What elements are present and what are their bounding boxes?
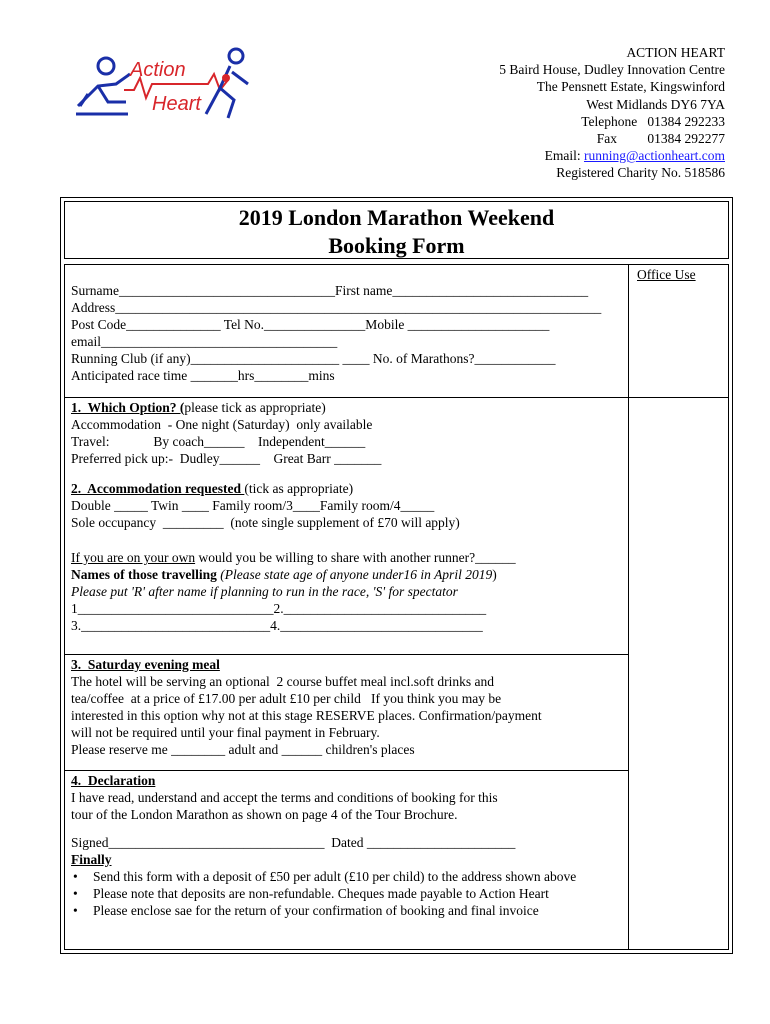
- final-instructions-list: [71, 868, 613, 920]
- org-charity-number: Registered Charity No. 518586: [556, 165, 725, 181]
- logo-word-heart: Heart: [152, 93, 201, 115]
- form-body: [64, 264, 629, 950]
- meal-text-2: tea/coffee at a price of £17.00 per adult £10 per child If you think you may be: [71, 691, 502, 706]
- section-accommodation-heading: 2. Accommodation requested (tick as appropriate): [71, 481, 354, 496]
- list-item: • Send this form with a deposit of £50 per adult (£10 per child) to the address shown above: [73, 869, 577, 884]
- section-meal-heading: 3. Saturday evening meal: [71, 657, 220, 672]
- office-use-column: [628, 264, 729, 950]
- running-club-field[interactable]: Running Club (if any)______________________ ____ No. of Marathons?____________: [71, 351, 556, 366]
- section-declaration: [65, 770, 628, 919]
- postcode-tel-mobile-field[interactable]: Post Code______________ Tel No._______________Mobile _____________________: [71, 317, 550, 332]
- sole-occupancy-option[interactable]: Sole occupancy _________ (note single supplement of £70 will apply): [71, 515, 460, 530]
- email-link[interactable]: running@actionheart.com: [583, 148, 725, 164]
- org-email-line: [499, 147, 725, 164]
- share-runner-question[interactable]: If you are on your own would you be willing to share with another runner?______: [71, 550, 516, 565]
- email-label: Email:: [544, 148, 584, 164]
- form-title-line2: Booking Form: [328, 233, 465, 258]
- travel-options[interactable]: Travel: By coach______ Independent______: [71, 434, 366, 449]
- org-name: ACTION HEART: [626, 45, 725, 60]
- finally-heading: Finally: [71, 852, 112, 867]
- org-address-line3: West Midlands DY6 7YA: [586, 96, 725, 112]
- meal-text-4: will not be required until your final payment in February.: [71, 725, 380, 740]
- org-fax: Fax 01384 292277: [596, 131, 725, 147]
- email-field[interactable]: email___________________________________: [71, 334, 338, 349]
- meal-text-3: interested in this option why not at this stage RESERVE places. Confirmation/payment: [71, 708, 542, 723]
- org-address-line1: 5 Baird House, Dudley Innovation Centre: [499, 62, 725, 78]
- declaration-text-1: I have read, understand and accept the terms and conditions of booking for this: [71, 790, 498, 805]
- bullet-icon: •: [73, 903, 78, 919]
- bullet-icon: •: [73, 869, 78, 884]
- accommodation-note: Accommodation - One night (Saturday) only available: [71, 417, 373, 432]
- surname-first-name-field[interactable]: Surname________________________________First name_____________________________: [71, 283, 589, 298]
- traveller-names-3-4[interactable]: 3.____________________________4.______________________________: [71, 618, 483, 633]
- section-option-heading: 1. Which Option? (please tick as appropriate): [71, 400, 326, 415]
- office-use-label: Office Use: [637, 267, 696, 282]
- action-heart-logo: [68, 44, 258, 124]
- traveller-names-1-2[interactable]: 1_____________________________2.______________________________: [71, 601, 487, 616]
- signed-dated-field[interactable]: Signed________________________________ Dated ______________________: [71, 835, 516, 850]
- org-address-block: [499, 44, 725, 182]
- address-field[interactable]: Address________________________________________________________________________: [71, 300, 602, 315]
- logo-word-action: Action: [130, 59, 186, 81]
- form-title-line1: 2019 London Marathon Weekend: [238, 205, 555, 230]
- office-use-divider: [629, 397, 728, 398]
- list-item: • Please enclose sae for the return of your confirmation of booking and final invoice: [73, 903, 539, 919]
- meal-text-1: The hotel will be serving an optional 2 course buffet meal incl.soft drinks and: [71, 674, 495, 689]
- form-title: [64, 201, 729, 259]
- org-address-line2: The Pensnett Estate, Kingswinford: [536, 79, 725, 95]
- bullet-icon: •: [73, 886, 78, 902]
- section-option: [65, 397, 628, 466]
- list-item: • Please note that deposits are non-refundable. Cheques made payable to Action Heart: [73, 886, 549, 902]
- section-meal: [65, 654, 628, 757]
- pickup-options[interactable]: Preferred pick up:- Dudley______ Great Barr _______: [71, 451, 382, 466]
- org-telephone: Telephone 01384 292233: [581, 113, 725, 129]
- race-time-field[interactable]: Anticipated race time _______hrs________mins: [71, 368, 335, 383]
- room-type-options[interactable]: Double _____ Twin ____ Family room/3____Family room/4_____: [71, 498, 435, 513]
- section-declaration-heading: 4. Declaration: [71, 773, 156, 788]
- runner-spectator-note: Please put 'R' after name if planning to run in the race, 'S' for spectator: [71, 584, 458, 599]
- names-travelling-heading: Names of those travelling (Please state age of anyone under16 in April 2019): [71, 567, 497, 582]
- meal-reserve-field[interactable]: Please reserve me ________ adult and ______ children's places: [71, 742, 415, 757]
- declaration-text-2: tour of the London Marathon as shown on page 4 of the Tour Brochure.: [71, 807, 458, 822]
